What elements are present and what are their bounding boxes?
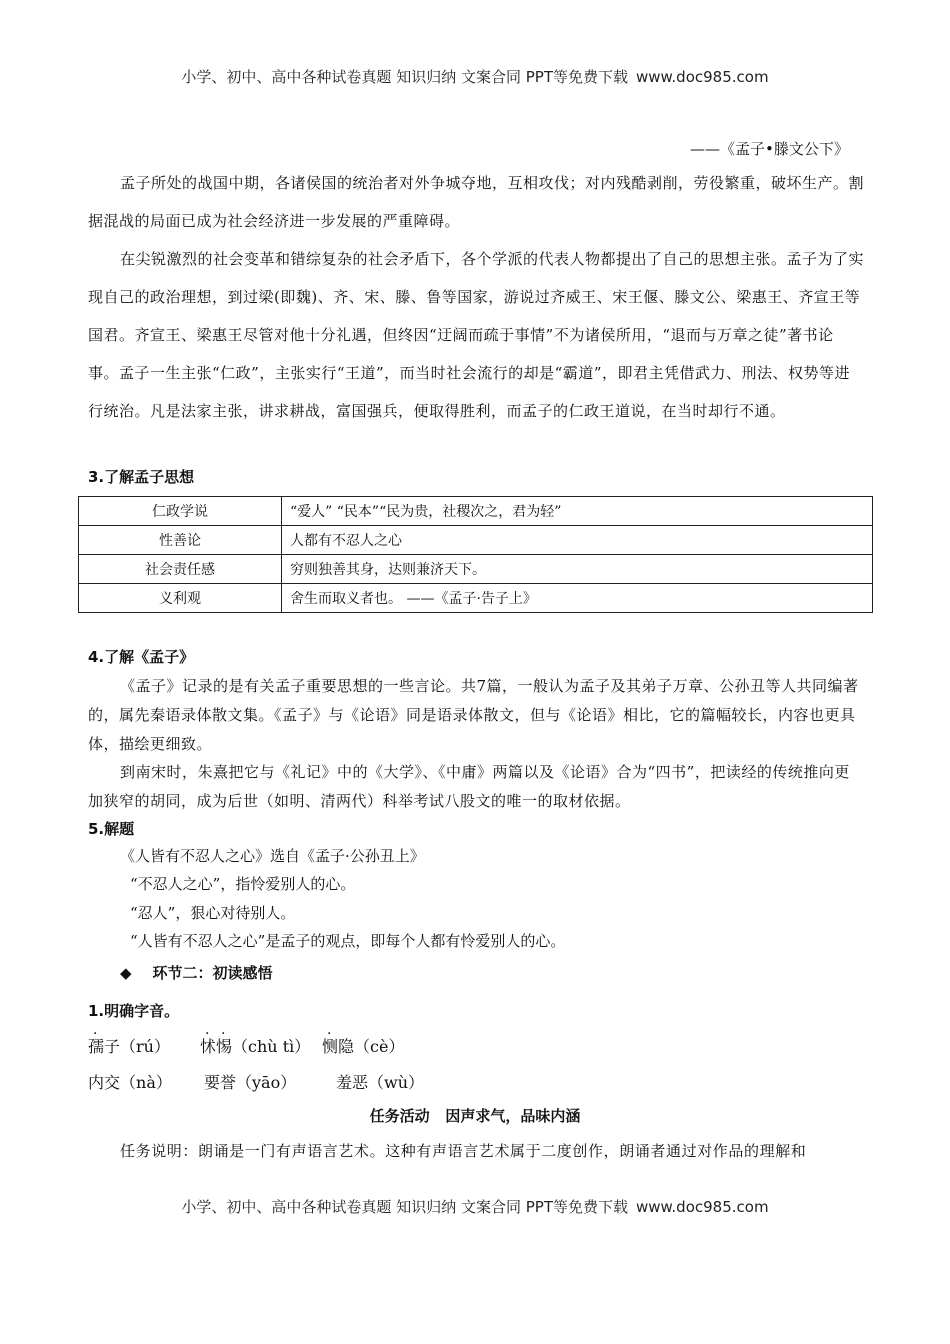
header-url[interactable]: www.doc985.com	[635, 68, 769, 86]
pinyin: （chù tì）	[232, 1037, 311, 1056]
footer-text: 小学、初中、高中各种试卷真题 知识归纳 文案合同 PPT等免费下载	[181, 1198, 628, 1216]
table-row	[79, 584, 873, 613]
dotted-char: 孺	[88, 1037, 105, 1056]
table-row	[79, 555, 873, 584]
pinyin: （cè）	[354, 1037, 405, 1056]
pronunciation-item	[204, 1070, 296, 1093]
table-key: 社会责任感	[79, 555, 282, 584]
table-key: 性善论	[79, 526, 282, 555]
section-5-line: “不忍人之心”，指怜爱别人的心。	[130, 875, 356, 893]
section-4-paragraph-1: 《孟子》记录的是有关孟子重要思想的一些言论。共7篇，一般认为孟子及其弟子万章、公孙丑等人共同编著的，属先秦语录体散文集。《孟子》与《论语》同是语录体散文，但与《论语》相比，它的篇幅较长，内容也更具体，描绘更细致。	[88, 677, 859, 753]
paragraph-1: 孟子所处的战国中期，各诸侯国的统治者对外争城夺地，互相攻伐；对内残酷剥削，劳役繁重，破坏生产。割据混战的局面已成为社会经济进一步发展的严重障碍。	[88, 174, 865, 230]
word: 羞恶	[336, 1073, 369, 1092]
stage-2-heading	[120, 962, 272, 983]
task-title: 任务活动 因声求气，品味内涵	[369, 1107, 581, 1125]
diamond-bullet-icon: ◆	[120, 964, 132, 982]
pronunciation-item	[88, 1070, 172, 1093]
table-row	[79, 497, 873, 526]
table-value: 舍生而取义者也。 ——《孟子·告子上》	[282, 584, 873, 613]
table-value: 人都有不忍人之心	[282, 526, 873, 555]
word: 内交	[88, 1073, 121, 1092]
mencius-thought-table	[78, 496, 873, 613]
page-footer	[0, 1196, 950, 1217]
task-description: 任务说明：朗诵是一门有声语言艺术。这种有声语言艺术属于二度创作，朗诵者通过对作品的理解和	[120, 1142, 807, 1160]
table-row	[79, 526, 873, 555]
section-4-heading: 4.了解《孟子》	[88, 648, 195, 666]
stage-2-text: 环节二：初读感悟	[152, 964, 273, 982]
table-key: 仁政学说	[79, 497, 282, 526]
dotted-char: 恻	[322, 1037, 339, 1056]
pronunciation-item	[336, 1070, 424, 1093]
section-5-heading: 5.解题	[88, 820, 135, 838]
dotted-char: 怵	[200, 1037, 217, 1056]
char: 子	[104, 1037, 121, 1056]
char: 隐	[338, 1037, 355, 1056]
table-value: 穷则独善其身，达则兼济天下。	[282, 555, 873, 584]
footer-url[interactable]: www.doc985.com	[635, 1198, 769, 1216]
pronunciation-item	[88, 1034, 170, 1057]
page-header	[0, 66, 950, 87]
section-4-paragraph-2: 到南宋时，朱熹把它与《礼记》中的《大学》、《中庸》两篇以及《论语》合为“四书”，把读经的传统推向更加狭窄的胡同，成为后世（如明、清两代）科举考试八股文的唯一的取材依据。	[88, 763, 850, 810]
paragraph-2: 在尖锐激烈的社会变革和错综复杂的社会矛盾下，各个学派的代表人物都提出了自己的思想主张。孟子为了实现自己的政治理想，到过梁(即魏)、齐、宋、滕、鲁等国家，游说过齐威王、宋王偃、滕文公、梁惠王、齐宣王等国君。齐宣王、梁惠王尽管对他十分礼遇，但终因“迂阔而疏于事情”不为诸侯所用，“退而与万章之徒”著书论事。孟子一生主张“仁政”，主张实行“王道”，而当时社会流行的却是“霸道”，即君主凭借武力、刑法、权势等进行统治。凡是法家主张，讲求耕战，富国强兵，便取得胜利，而孟子的仁政王道说，在当时却行不通。	[88, 250, 865, 420]
citation: ——《孟子•滕文公下》	[690, 140, 849, 158]
section-5-line: “忍人”，狠心对待别人。	[130, 904, 296, 922]
pronunciation-item	[200, 1034, 310, 1057]
dotted-char: 惕	[216, 1037, 233, 1056]
pinyin: （rú）	[120, 1037, 170, 1056]
pinyin: （yāo）	[236, 1073, 297, 1092]
section-5-line: “人皆有不忍人之心”是孟子的观点，即每个人都有怜爱别人的心。	[130, 932, 566, 950]
word: 要誉	[204, 1073, 237, 1092]
pronunciation-item	[322, 1034, 404, 1057]
section-3-heading: 3.了解孟子思想	[88, 468, 195, 486]
pinyin: （wù）	[368, 1073, 425, 1092]
table-key: 义利观	[79, 584, 282, 613]
section-5-line: 《人皆有不忍人之心》选自《孟子·公孙丑上》	[120, 847, 425, 865]
pinyin: （nà）	[120, 1073, 172, 1092]
table-value: “爱人” “民本”“民为贵，社稷次之，君为轻”	[282, 497, 873, 526]
pronunciation-heading: 1.明确字音。	[88, 1002, 180, 1020]
header-text: 小学、初中、高中各种试卷真题 知识归纳 文案合同 PPT等免费下载	[181, 68, 628, 86]
